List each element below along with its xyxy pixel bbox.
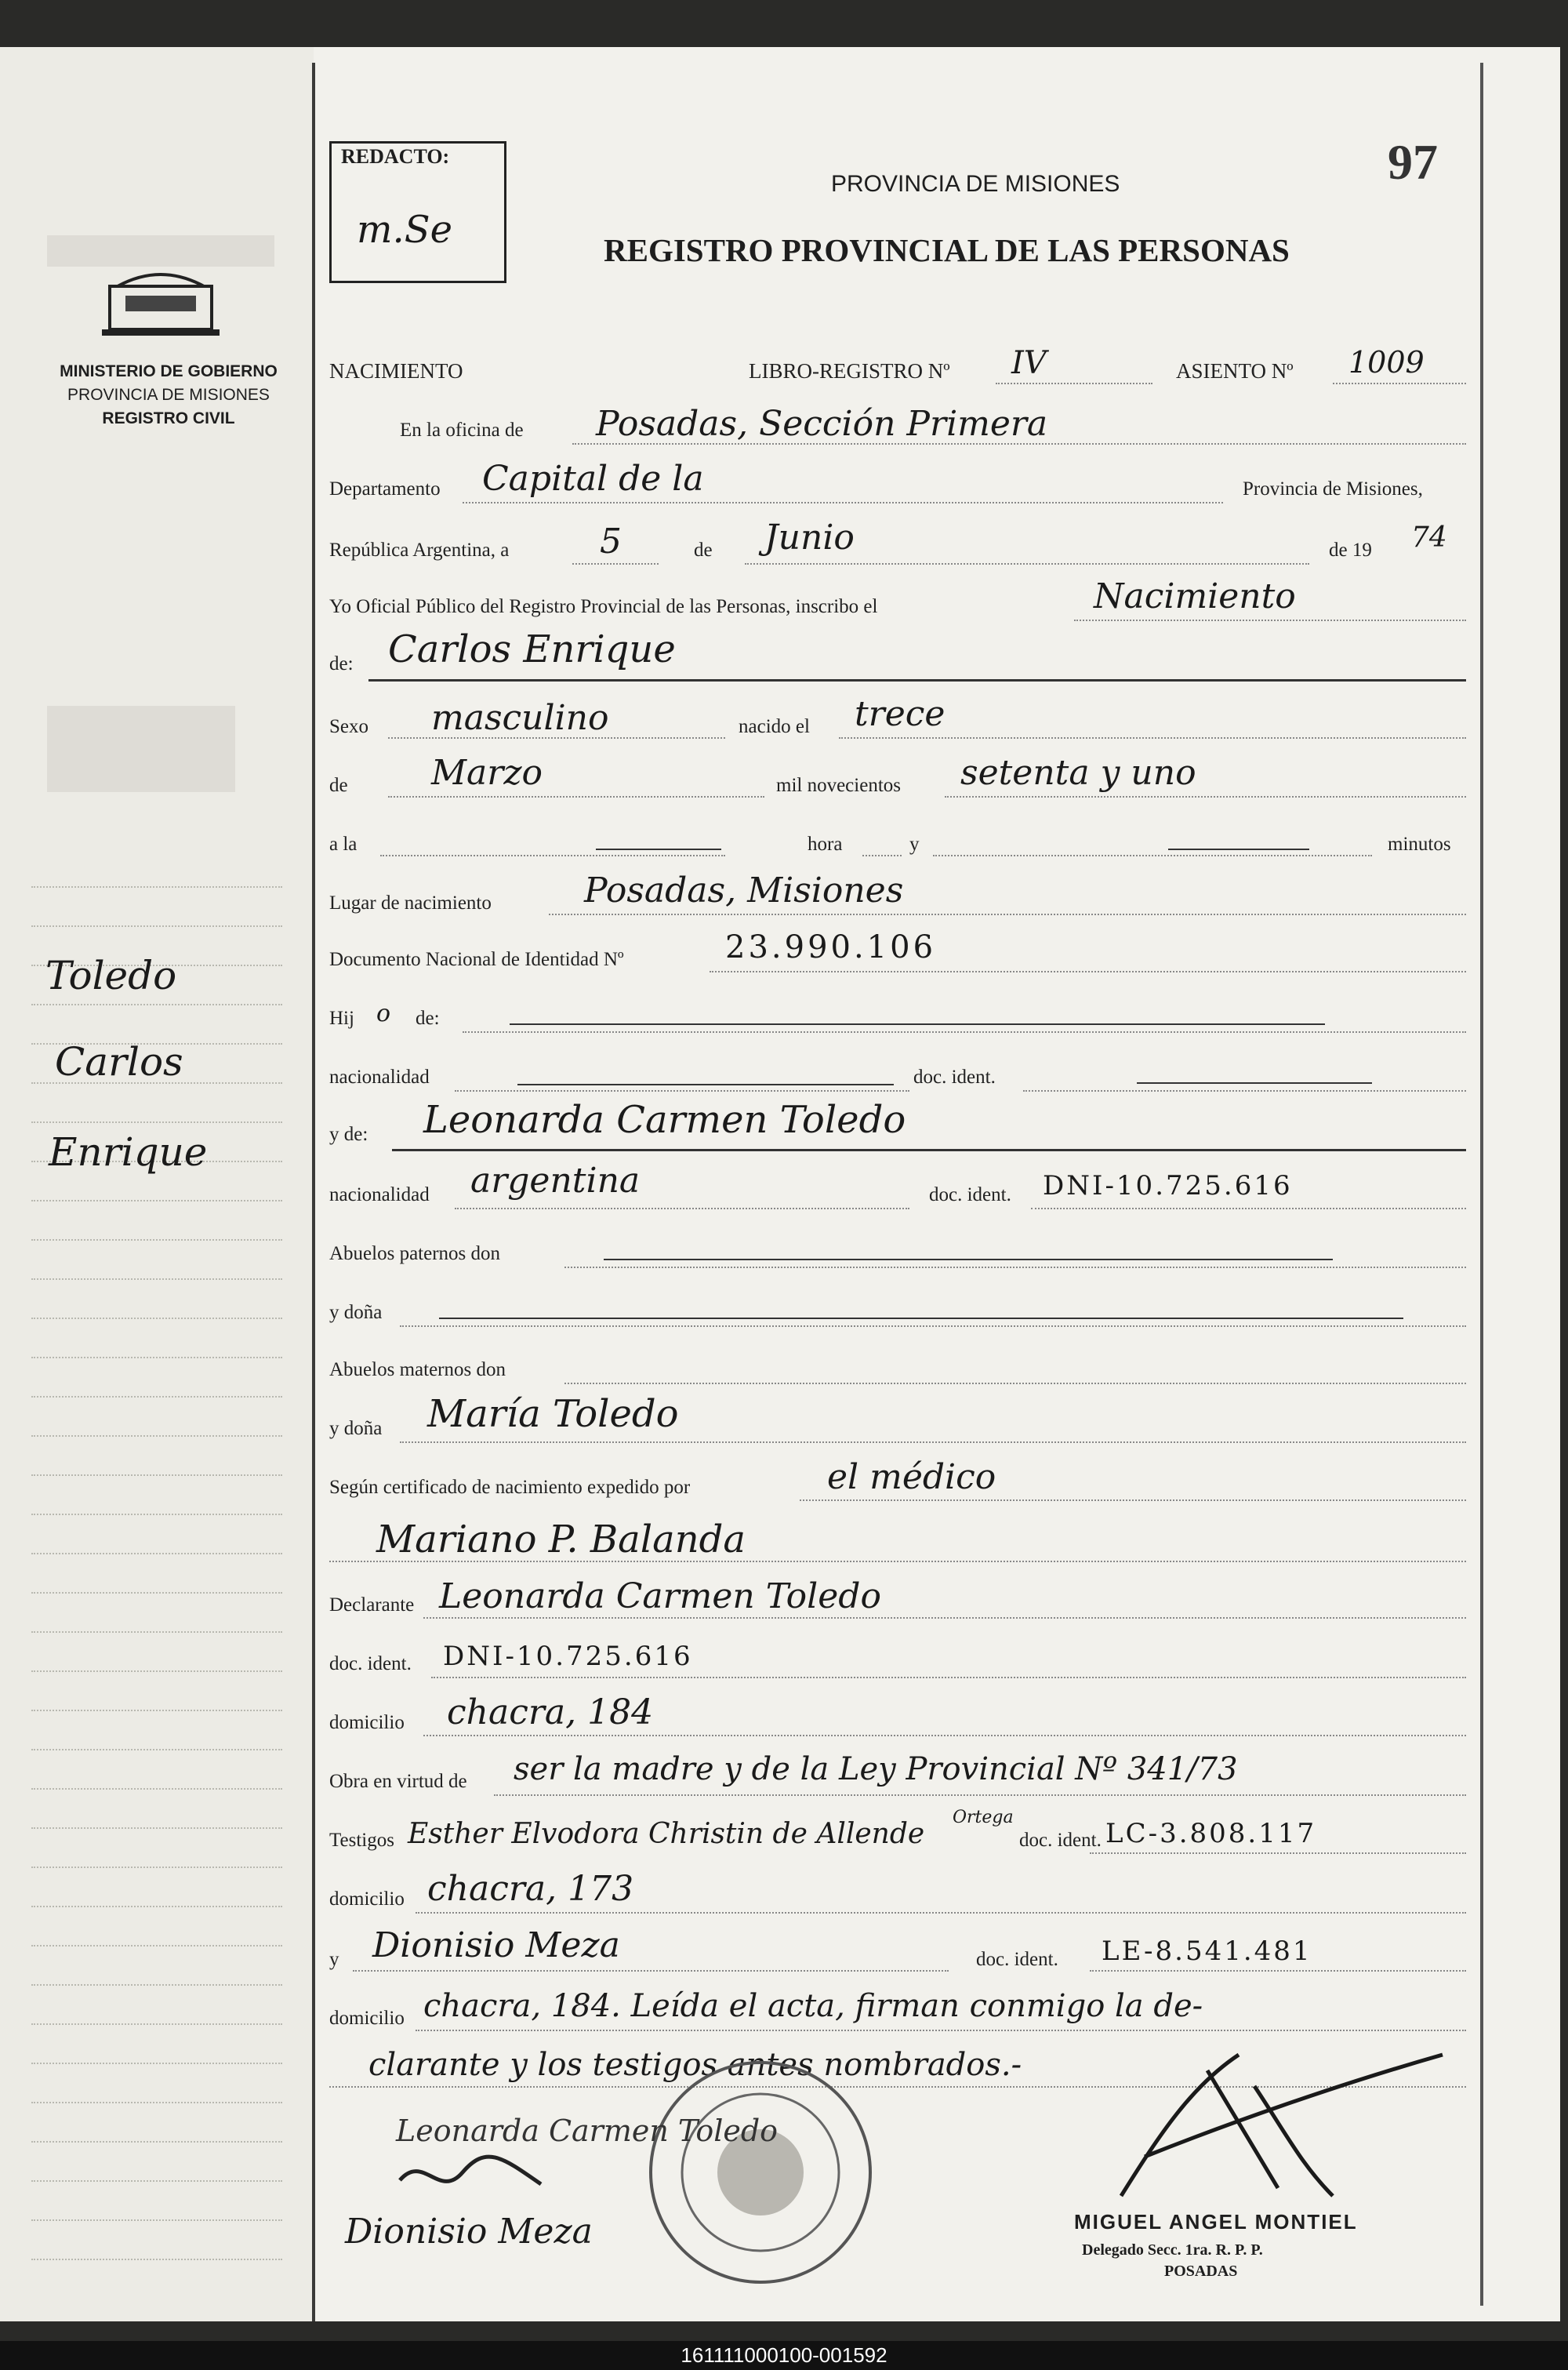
abuela-m-value: María Toledo	[427, 1392, 679, 1436]
sexo-value: masculino	[431, 698, 609, 738]
nacido-label: nacido el	[739, 716, 810, 737]
lugar-label: Lugar de nacimiento	[329, 892, 492, 914]
testigo1-value: Esther Elvodora Christin de Allende	[408, 1818, 925, 1850]
redacto-label: REDACTO:	[341, 145, 450, 168]
madre-value: Leonarda Carmen Toledo	[423, 1098, 906, 1142]
abuelos-m-label: Abuelos maternos don	[329, 1359, 506, 1380]
yde-label: y de:	[329, 1124, 368, 1145]
signature-official	[1098, 2039, 1450, 2212]
nacido-anio: setenta y uno	[960, 753, 1196, 793]
sexo-label: Sexo	[329, 716, 368, 737]
y2-label: y	[329, 1949, 339, 1970]
oficial-text: Yo Oficial Público del Registro Provincial de las Personas, inscribo el	[329, 596, 878, 617]
cierre-value: clarante y los testigos antes nombrados.-	[368, 2047, 1022, 2083]
certificado-label: Según certificado de nacimiento expedido por	[329, 1477, 691, 1498]
abuelos-p-label: Abuelos paternos don	[329, 1243, 501, 1264]
fecha-anio: 74	[1411, 522, 1447, 554]
republica-label: República Argentina, a	[329, 540, 510, 561]
minutos-label: minutos	[1388, 834, 1451, 855]
declarante-value: Leonarda Carmen Toledo	[439, 1576, 881, 1616]
asiento-value: 1009	[1348, 345, 1425, 380]
de-label: de	[694, 540, 713, 561]
fecha-dia: 5	[600, 522, 622, 562]
testigo2-value: Dionisio Meza	[372, 1925, 620, 1965]
stub-province: PROVINCIA DE MISIONES	[67, 386, 270, 404]
official-city: POSADAS	[1164, 2263, 1238, 2280]
asiento-label: ASIENTO Nº	[1176, 359, 1294, 383]
signature-witness2: Dionisio Meza	[345, 2212, 593, 2252]
official-name: MIGUEL ANGEL MONTIEL	[1074, 2210, 1358, 2234]
domicilio-label: domicilio	[329, 1712, 405, 1733]
acto-value: Nacimiento	[1094, 576, 1296, 616]
signature-declarante: Leonarda Carmen Toledo	[396, 2114, 779, 2148]
stub-ministry: MINISTERIO DE GOBIERNO	[60, 362, 278, 380]
hijo-suffix: o	[376, 1000, 391, 1027]
coat-of-arms-icon	[102, 271, 220, 341]
header-province: PROVINCIA DE MISIONES	[831, 171, 1120, 197]
testigo2-doc: LE-8.541.481	[1102, 1936, 1312, 1967]
official-role: Delegado Secc. 1ra. R. P. P.	[1082, 2241, 1263, 2259]
departamento-label: Departamento	[329, 478, 441, 500]
departamento-value: Capital de la	[482, 459, 704, 499]
domicilio2-value: chacra, 173	[427, 1869, 634, 1909]
medico-value: Mariano P. Balanda	[376, 1518, 746, 1561]
nacionalidad2-label: nacionalidad	[329, 1184, 430, 1205]
nombre-value: Carlos Enrique	[388, 627, 676, 671]
de2-label: de	[329, 775, 348, 796]
testigos-label: Testigos	[329, 1830, 394, 1851]
margin-name2: Enrique	[49, 1129, 208, 1175]
mil-label: mil novecientos	[776, 775, 901, 796]
libro-label: LIBRO-REGISTRO Nº	[749, 359, 950, 383]
dni-label: Documento Nacional de Identidad Nº	[329, 949, 624, 970]
domicilio3-label: domicilio	[329, 2008, 405, 2029]
doc-ident-label: doc. ident.	[913, 1067, 996, 1088]
hijo-de: de:	[416, 1008, 440, 1029]
obra-label: Obra en virtud de	[329, 1771, 467, 1792]
obra-value: ser la madre y de la Ley Provincial Nº 341/73	[514, 1751, 1238, 1787]
official-stamp	[643, 2055, 878, 2290]
domicilio-value: chacra, 184	[447, 1692, 654, 1732]
margin-surname: Toledo	[45, 953, 177, 998]
certificado-value: el médico	[827, 1457, 996, 1497]
footer-id: 161111000100-001592	[0, 2341, 1568, 2370]
signature-witness1	[392, 2149, 549, 2204]
stub-registry: REGISTRO CIVIL	[102, 409, 235, 427]
redacted-block	[47, 235, 274, 267]
ydona2-label: y doña	[329, 1418, 383, 1439]
madre-doc: DNI-10.725.616	[1043, 1170, 1293, 1201]
doc-ident2-label: doc. ident.	[929, 1184, 1011, 1205]
domicilio2-label: domicilio	[329, 1888, 405, 1910]
oficina-label: En la oficina de	[400, 420, 524, 441]
hora-label: hora	[808, 834, 843, 855]
decl-doc-label: doc. ident.	[329, 1653, 412, 1674]
margin-name1: Carlos	[55, 1039, 183, 1085]
lugar-value: Posadas, Misiones	[584, 871, 904, 911]
redacto-value: m.Se	[357, 208, 453, 252]
right-page-edge	[1480, 63, 1483, 2306]
nacionalidad-label: nacionalidad	[329, 1067, 430, 1088]
ydona-label: y doña	[329, 1302, 383, 1323]
nacido-mes: Marzo	[431, 753, 543, 793]
decl-doc-value: DNI-10.725.616	[443, 1641, 693, 1672]
y-label: y	[909, 834, 920, 855]
redacted-block	[47, 706, 235, 792]
page-edge	[312, 63, 315, 2321]
madre-nacionalidad: argentina	[470, 1161, 641, 1201]
de19-label: de 19	[1329, 540, 1372, 561]
oficina-value: Posadas, Sección Primera	[596, 404, 1048, 444]
page-number: 97	[1388, 134, 1438, 190]
page-title: REGISTRO PROVINCIAL DE LAS PERSONAS	[604, 232, 1290, 268]
de-colon: de:	[329, 653, 354, 674]
domicilio3-value: chacra, 184. Leída el acta, firman conmigo la de-	[423, 1988, 1203, 2024]
nacido-dia: trece	[855, 694, 946, 734]
libro-value: IV	[1011, 345, 1047, 381]
testigo1-extra: Ortega	[953, 1808, 1014, 1827]
dni-value: 23.990.106	[725, 929, 937, 965]
fecha-mes: Junio	[764, 518, 855, 558]
ala-label: a la	[329, 834, 358, 855]
provincia-suffix: Provincia de Misiones,	[1243, 478, 1423, 500]
declarante-label: Declarante	[329, 1594, 415, 1616]
hijo-label: Hij	[329, 1008, 354, 1029]
testigo1-doc: LC-3.808.117	[1105, 1818, 1317, 1849]
record-type: NACIMIENTO	[329, 359, 463, 383]
testigo1-doc-label: doc. ident.	[1019, 1830, 1102, 1851]
testigo2-doc-label: doc. ident.	[976, 1949, 1058, 1970]
